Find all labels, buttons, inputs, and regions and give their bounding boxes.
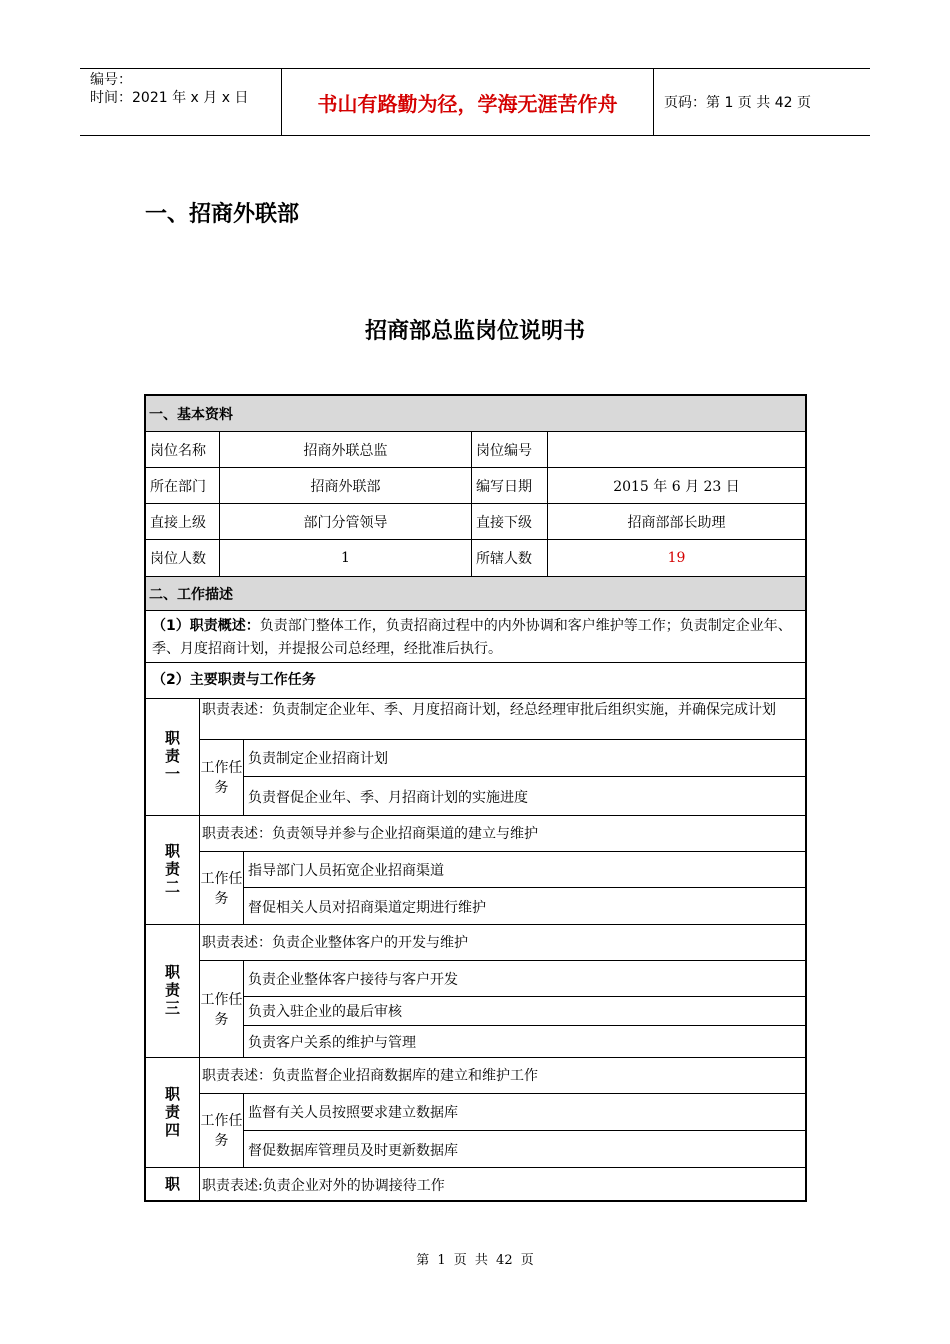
duty-block [146, 925, 805, 1058]
job-description-form [144, 394, 807, 1202]
field-label: 所辖人数 [472, 540, 548, 576]
task-label: 工作任务 [200, 740, 244, 816]
time-label: 时间：2021 年 x 月 x 日 [90, 90, 249, 106]
number-label: 编号： [90, 72, 132, 88]
task-item: 指导部门人员拓宽企业招商渠道 [244, 852, 805, 888]
field-value: 招商外联部 [220, 468, 472, 503]
duty-summary-text: 负责部门整体工作，负责招商过程中的内外协调和客户维护等工作；负责制定企业年、季、月度招商计划，并提报公司总经理，经批准后执行。 [152, 618, 792, 657]
task-label: 工作任务 [200, 961, 244, 1058]
duty-statement: 职责表述:负责企业对外的协调接待工作 [202, 1177, 445, 1194]
motto: 书山有路勤为径，学海无涯苦作舟 [282, 69, 654, 135]
task-label: 工作任务 [200, 852, 244, 925]
field-label: 直接上级 [146, 504, 220, 539]
field-value: 19 [667, 550, 686, 566]
field-label: 岗位编号 [472, 432, 548, 467]
duty-block [146, 1168, 805, 1202]
basic-row [146, 468, 805, 504]
document-title: 招商部总监岗位说明书 [364, 319, 585, 344]
page-footer: 第 1 页 共 42 页 [416, 1253, 534, 1268]
field-label: 编写日期 [472, 468, 548, 503]
section-title: 一、招商外联部 [145, 202, 300, 227]
task-item: 负责制定企业招商计划 [244, 740, 805, 777]
field-label: 所在部门 [146, 468, 220, 503]
duty-statement: 职责表述：负责企业整体客户的开发与维护 [200, 925, 805, 961]
page-header [80, 68, 870, 136]
duty-label: 职责二 [146, 816, 200, 924]
basic-row [146, 504, 805, 540]
field-value: 招商部部长助理 [627, 514, 726, 531]
task-label: 工作任务 [200, 1094, 244, 1168]
duty-block [146, 1058, 805, 1168]
duty-label: 职责三 [146, 925, 200, 1057]
duty-label: 职责四 [146, 1058, 200, 1167]
duty-summary [146, 611, 805, 663]
main-duties-heading: （2）主要职责与工作任务 [146, 663, 805, 699]
basic-row [146, 540, 805, 577]
duty-summary-label: （1）职责概述： [152, 618, 260, 634]
page-info: 页码：第 1 页 共 42 页 [664, 95, 811, 111]
field-value: 1 [220, 540, 472, 576]
basic-info-heading: 一、基本资料 [146, 396, 805, 432]
field-value: 招商外联总监 [220, 432, 472, 467]
duty-block [146, 699, 805, 816]
field-value [548, 432, 805, 467]
field-label: 岗位名称 [146, 432, 220, 467]
duty-block [146, 816, 805, 925]
field-label: 岗位人数 [146, 540, 220, 576]
task-item: 负责企业整体客户接待与客户开发 [244, 961, 805, 997]
field-value: 部门分管领导 [220, 504, 472, 539]
task-item: 负责客户关系的维护与管理 [248, 1035, 416, 1051]
duty-label: 职责一 [146, 699, 200, 815]
task-item: 督促相关人员对招商渠道定期进行维护 [248, 899, 486, 916]
duty-statement: 职责表述：负责制定企业年、季、月度招商计划，经总经理审批后组织实施，并确保完成计划 [200, 699, 805, 740]
header-left [80, 69, 282, 135]
task-item: 负责入驻企业的最后审核 [244, 997, 805, 1026]
duty-statement: 职责表述：负责领导并参与企业招商渠道的建立与维护 [200, 816, 805, 852]
work-description-heading: 二、工作描述 [146, 577, 805, 611]
field-label: 直接下级 [472, 504, 548, 539]
duty-label: 职 [146, 1168, 200, 1202]
field-value: 2015 年 6 月 23 日 [613, 478, 740, 495]
duty-statement: 职责表述：负责监督企业招商数据库的建立和维护工作 [200, 1058, 805, 1094]
basic-row [146, 432, 805, 468]
task-item: 督促数据库管理员及时更新数据库 [248, 1142, 458, 1159]
task-item: 监督有关人员按照要求建立数据库 [244, 1094, 805, 1131]
task-item: 负责督促企业年、季、月招商计划的实施进度 [248, 789, 528, 806]
